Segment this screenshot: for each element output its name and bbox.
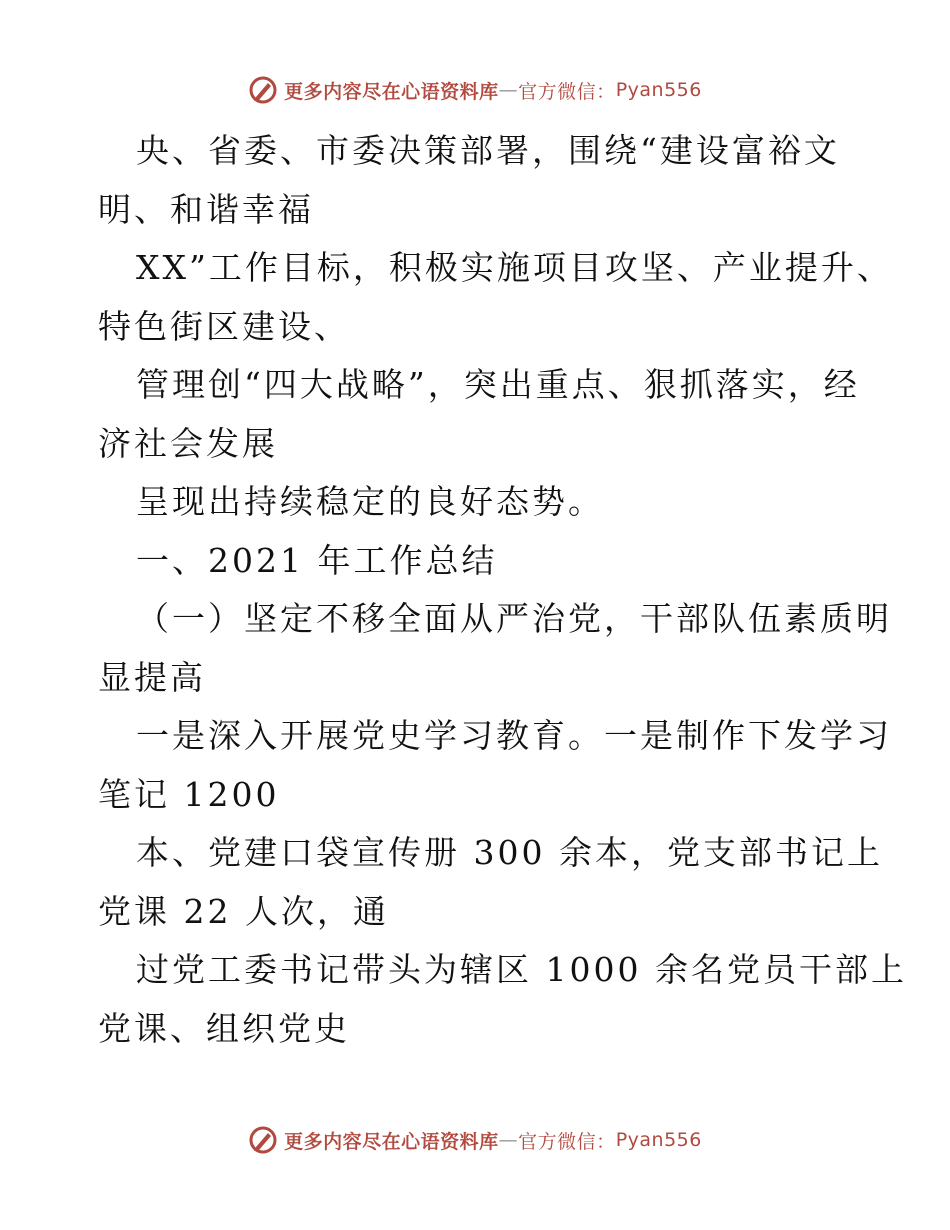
watermark-main-text: 更多内容尽在心语资料库	[284, 80, 499, 103]
text-line: （一）坚定不移全面从严治党，干部队伍素质明	[136, 599, 892, 638]
watermark-wechat-id: Pyan556	[615, 1129, 702, 1151]
document-body	[98, 122, 907, 1058]
watermark-dash: —	[498, 79, 519, 101]
pen-logo-icon	[248, 75, 278, 105]
watermark-dash: —	[498, 1129, 519, 1151]
text-line: 特色街区建设、	[98, 306, 350, 346]
text-line: XX”工作目标，积极实施项目攻坚、产业提升、	[136, 248, 893, 287]
text-line: 过党工委书记带头为辖区 1000 余名党员干部上	[136, 950, 907, 989]
text-line: 一是深入开展党史学习教育。一是制作下发学习	[136, 716, 892, 755]
header-watermark	[0, 70, 950, 110]
text-line: 党课、组织党史	[98, 1008, 350, 1048]
pen-logo-icon	[248, 1125, 278, 1155]
text-line: 一、2021 年工作总结	[136, 540, 498, 580]
text-line: 党课 22 人次，通	[98, 891, 389, 931]
text-line: 央、省委、市委决策部署，围绕“建设富裕文	[136, 131, 840, 170]
text-line: 管理创“四大战略”，突出重点、狠抓落实，经	[136, 365, 860, 404]
watermark-wechat-label: 官方微信：	[518, 80, 616, 103]
text-line: 笔记 1200	[98, 774, 280, 814]
text-line: 显提高	[98, 657, 206, 697]
text-line: 济社会发展	[98, 423, 278, 463]
watermark-wechat-id: Pyan556	[615, 79, 702, 101]
text-line: 呈现出持续稳定的良好态势。	[136, 482, 604, 521]
watermark-main-text: 更多内容尽在心语资料库	[284, 1130, 499, 1153]
text-line: 明、和谐幸福	[98, 189, 314, 229]
text-line: 本、党建口袋宣传册 300 余本，党支部书记上	[136, 833, 883, 872]
footer-watermark	[0, 1120, 950, 1160]
watermark-wechat-label: 官方微信：	[518, 1130, 616, 1153]
